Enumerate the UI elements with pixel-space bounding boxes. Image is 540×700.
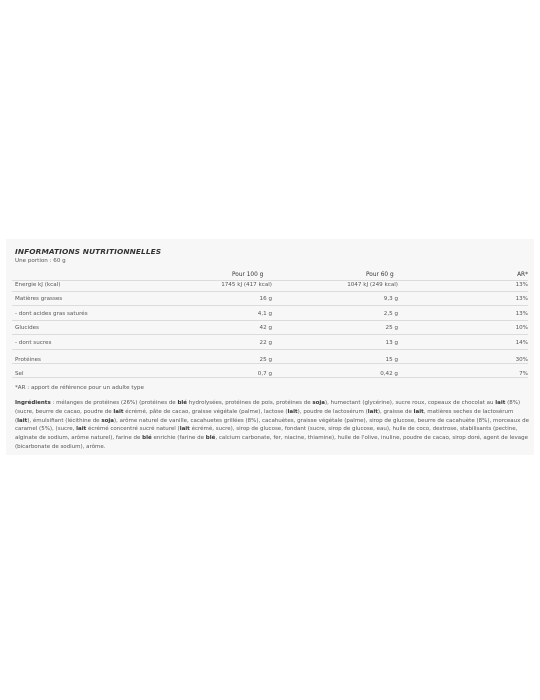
row-divider bbox=[12, 305, 528, 306]
ingredient-text: écrémé, sucre), sirop de glucose, fondant (sucre, sirop de glucose, eau), huile de coco, dextrose, stabilisants (pectine, alginate de sodium, arôme naturel), farine de bbox=[15, 426, 518, 442]
value-per60: 2,5 g bbox=[383, 311, 398, 317]
allergen-word: blé bbox=[177, 400, 187, 406]
allergen-word: soja bbox=[101, 417, 114, 424]
row-divider bbox=[12, 377, 528, 378]
portion-size: Une portion : 60 g bbox=[15, 258, 66, 264]
ingredients-text bbox=[15, 399, 530, 452]
value-per60: 15 g bbox=[385, 357, 398, 363]
column-header-per60: Pour 60 g bbox=[366, 272, 394, 278]
ingredient-text: enrichie (farine de bbox=[151, 435, 206, 442]
allergen-word: lait bbox=[367, 408, 378, 415]
nutrient-label: Energie kJ (kcal) bbox=[15, 282, 61, 288]
value-per60: 25 g bbox=[385, 325, 398, 331]
value-per100: 4,1 g bbox=[257, 311, 272, 317]
nutrient-label: Matières grasses bbox=[15, 296, 63, 302]
value-per100: 16 g bbox=[259, 296, 272, 302]
ingredient-text: ), arôme naturel de vanille, cacahuetes grillées (8%), cacahuètes, graisse végétale (palme), sirop de glucose, beurre de cacahuète (8%), morceaux de caramel (5%), (sucre, bbox=[15, 417, 529, 433]
allergen-word: lait bbox=[17, 417, 28, 424]
ingredient-text: hydrolysées, protéines de pois, protéines de bbox=[187, 400, 313, 406]
value-ar: 7% bbox=[519, 371, 528, 377]
allergen-word: lait bbox=[113, 408, 124, 415]
ingredient-text: (8%) (sucre, beurre de cacao, poudre de bbox=[15, 400, 521, 415]
allergen-word: lait bbox=[179, 426, 190, 433]
row-divider bbox=[12, 280, 528, 281]
nutrient-label: Sel bbox=[15, 371, 24, 377]
value-per100: 25 g bbox=[259, 357, 272, 363]
value-ar: 30% bbox=[515, 357, 528, 363]
allergen-word: lait bbox=[287, 408, 298, 415]
ingredients-label: Ingrédients bbox=[15, 400, 51, 406]
ingredient-text: ), humectant (glycérine), sucre roux, copeaux de chocolat au bbox=[325, 400, 496, 406]
value-ar: 14% bbox=[515, 340, 528, 346]
allergen-word: lait bbox=[413, 408, 424, 415]
value-per60: 9,3 g bbox=[383, 296, 398, 302]
ingredient-text: écrémé concentré sucré naturel ( bbox=[86, 426, 180, 433]
row-divider bbox=[12, 320, 528, 321]
ingredient-text: écrémé, pâte de cacao, graisse végétale (palme), lactose ( bbox=[123, 408, 288, 415]
value-ar: 10% bbox=[515, 325, 528, 331]
value-per100: 0,7 g bbox=[257, 371, 272, 377]
allergen-word: blé bbox=[205, 435, 216, 442]
row-divider bbox=[12, 349, 528, 350]
nutrition-title: INFORMATIONS NUTRITIONNELLES bbox=[15, 247, 162, 256]
column-header-per100: Pour 100 g bbox=[232, 272, 264, 278]
value-per100: 1745 kJ (417 kcal) bbox=[221, 282, 272, 288]
nutrition-panel bbox=[6, 239, 534, 455]
nutrient-label: - dont sucres bbox=[15, 340, 52, 346]
value-per60: 1047 kJ (249 kcal) bbox=[347, 282, 398, 288]
value-ar: 13% bbox=[515, 296, 528, 302]
value-per60: 0,42 g bbox=[380, 371, 398, 377]
ingredient-text: ), émulsifiant (lécithine de bbox=[27, 417, 102, 424]
nutrient-label: - dont acides gras saturés bbox=[15, 311, 88, 317]
allergen-word: soja bbox=[312, 400, 326, 406]
ingredients-body bbox=[15, 400, 529, 450]
value-ar: 13% bbox=[515, 282, 528, 288]
allergen-word: blé bbox=[142, 435, 152, 442]
ingredient-text: ), poudre de lactosérum ( bbox=[297, 408, 368, 415]
nutrient-label: Glucides bbox=[15, 325, 39, 331]
column-header-ar: AR* bbox=[517, 272, 528, 278]
value-ar: 13% bbox=[515, 311, 528, 317]
row-divider bbox=[12, 291, 528, 292]
footnote: *AR : apport de référence pour un adulte type bbox=[15, 385, 144, 391]
value-per100: 22 g bbox=[259, 340, 272, 346]
value-per60: 13 g bbox=[385, 340, 398, 346]
ingredient-text: ), graisse de bbox=[377, 408, 414, 415]
allergen-word: lait bbox=[76, 426, 87, 433]
nutrient-label: Protéines bbox=[15, 357, 41, 363]
ingredient-text: : mélanges de protéines (26%) (protéines de bbox=[50, 400, 178, 406]
row-divider bbox=[12, 363, 528, 364]
row-divider bbox=[12, 334, 528, 335]
ingredient-text: , matières seches de lactosérum ( bbox=[15, 408, 514, 424]
ingredient-text: , calcium carbonate, fer, niacine, thiamine), huile de l'olive, inuline, poudre de cacao, sirop doré, agent de levage (bicarbonate de sodium), arôme. bbox=[15, 435, 529, 450]
value-per100: 42 g bbox=[259, 325, 272, 331]
allergen-word: lait bbox=[495, 400, 506, 406]
